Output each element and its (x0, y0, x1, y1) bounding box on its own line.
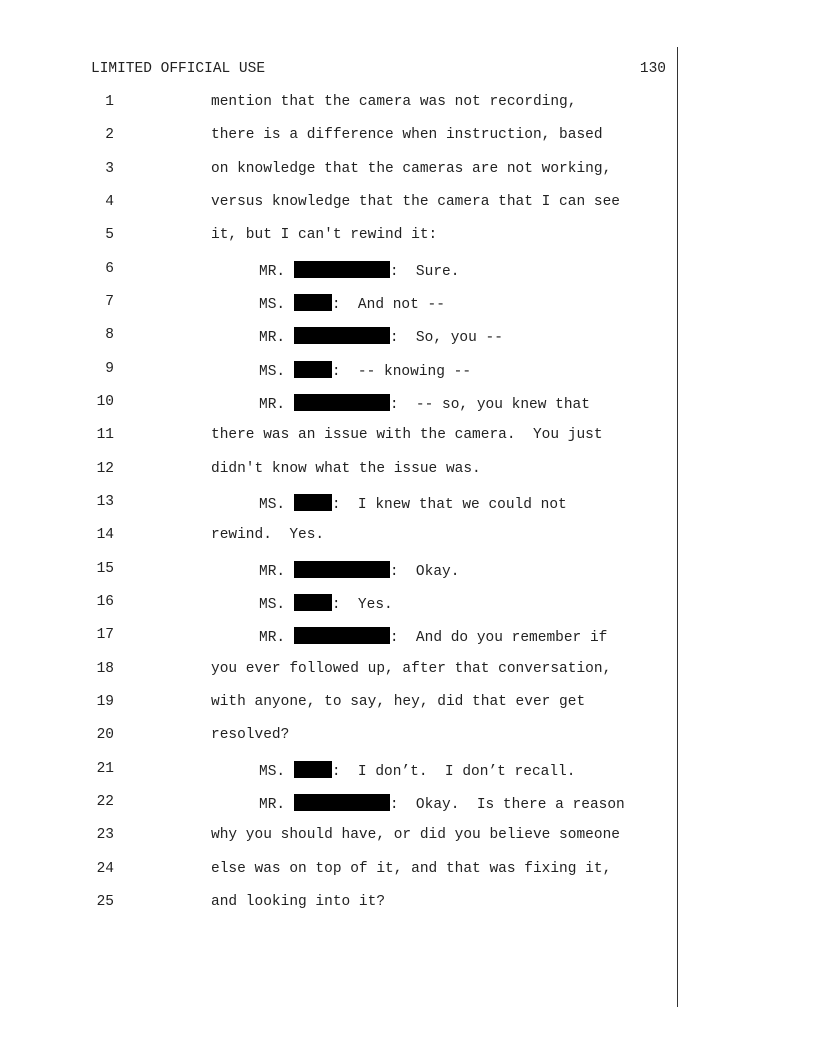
speaker-line: MS. : I don’t. I don’t recall. (259, 761, 575, 780)
transcript-line (0, 494, 677, 514)
speaker-title: MR. (259, 264, 286, 280)
line-number: 3 (105, 161, 114, 177)
line-number: 2 (105, 127, 114, 143)
transcript-line (0, 661, 677, 681)
speaker-title: MR. (259, 330, 286, 346)
speaker-line: MR. : Okay. (259, 561, 459, 580)
speaker-title: MR. (259, 564, 286, 580)
speech-text: I knew that we could not (357, 497, 567, 513)
line-number: 25 (96, 894, 114, 910)
speaker-title: MS. (259, 297, 286, 313)
redacted-name (294, 761, 332, 778)
transcript-line (0, 727, 677, 747)
line-text: there was an issue with the camera. You just (211, 427, 603, 443)
speaker-title: MR. (259, 630, 286, 646)
line-number: 8 (105, 327, 114, 343)
redacted-name (294, 794, 390, 811)
speaker-line: MR. : Sure. (259, 261, 459, 280)
transcript-line (0, 461, 677, 481)
redacted-name (294, 261, 390, 278)
transcript-line (0, 361, 677, 381)
line-number: 16 (96, 594, 114, 610)
line-text: on knowledge that the cameras are not working, (211, 161, 612, 177)
speaker-title: MR. (259, 797, 286, 813)
transcript-line (0, 227, 677, 247)
transcript-line (0, 127, 677, 147)
line-text: why you should have, or did you believe someone (211, 827, 620, 843)
speech-text: Sure. (415, 264, 460, 280)
line-number: 1 (105, 94, 114, 110)
line-number: 4 (105, 194, 114, 210)
redacted-name (294, 361, 332, 378)
page-number: 130 (639, 61, 666, 77)
transcript-line (0, 94, 677, 114)
transcript-line (0, 861, 677, 881)
line-text: there is a difference when instruction, based (211, 127, 603, 143)
speech-text: And not -- (357, 297, 445, 313)
transcript-line (0, 594, 677, 614)
speech-text: -- so, you knew that (415, 397, 590, 413)
speaker-title: MS. (259, 364, 286, 380)
line-number: 10 (96, 394, 114, 410)
redacted-name (294, 594, 332, 611)
redacted-name (294, 561, 390, 578)
transcript-line (0, 394, 677, 414)
line-number: 5 (105, 227, 114, 243)
transcript-line (0, 794, 677, 814)
line-number: 15 (96, 561, 114, 577)
transcript-line (0, 294, 677, 314)
line-text: with anyone, to say, hey, did that ever get (211, 694, 586, 710)
line-text: mention that the camera was not recording, (211, 94, 577, 110)
speaker-line: MR. : Okay. Is there a reason (259, 794, 625, 813)
line-number: 21 (96, 761, 114, 777)
speech-text: Yes. (357, 597, 393, 613)
speaker-line: MS. : I knew that we could not (259, 494, 567, 513)
speech-text: I don’t. I don’t recall. (357, 764, 576, 780)
transcript-line (0, 194, 677, 214)
transcript-line (0, 761, 677, 781)
redacted-name (294, 627, 390, 644)
line-number: 17 (96, 627, 114, 643)
transcript-line (0, 627, 677, 647)
transcript-line (0, 561, 677, 581)
redacted-name (294, 327, 390, 344)
speaker-line: MS. : -- knowing -- (259, 361, 471, 380)
line-number: 6 (105, 261, 114, 277)
speaker-line: MS. : Yes. (259, 594, 393, 613)
speech-text: So, you -- (415, 330, 503, 346)
redacted-name (294, 294, 332, 311)
line-number: 7 (105, 294, 114, 310)
line-text: versus knowledge that the camera that I can see (211, 194, 620, 210)
speaker-line: MR. : So, you -- (259, 327, 503, 346)
line-number: 11 (96, 427, 114, 443)
speaker-line: MR. : -- so, you knew that (259, 394, 590, 413)
line-number: 12 (96, 461, 114, 477)
line-number: 13 (96, 494, 114, 510)
speaker-line: MS. : And not -- (259, 294, 445, 313)
line-text: didn't know what the issue was. (211, 461, 481, 477)
line-text: and looking into it? (211, 894, 386, 910)
speech-text: Okay. (415, 564, 460, 580)
speaker-title: MS. (259, 497, 286, 513)
speaker-title: MS. (259, 764, 286, 780)
speech-text: -- knowing -- (357, 364, 472, 380)
redacted-name (294, 494, 332, 511)
right-margin-rule (677, 47, 678, 1007)
transcript-line (0, 261, 677, 281)
transcript-line (0, 427, 677, 447)
speech-text: And do you remember if (415, 630, 608, 646)
classification-header: LIMITED OFFICIAL USE (91, 61, 266, 77)
speech-text: Okay. Is there a reason (415, 797, 625, 813)
speaker-title: MR. (259, 397, 286, 413)
line-number: 20 (96, 727, 114, 743)
line-text: rewind. Yes. (211, 527, 325, 543)
line-number: 18 (96, 661, 114, 677)
line-number: 22 (96, 794, 114, 810)
line-text: resolved? (211, 727, 290, 743)
speaker-title: MS. (259, 597, 286, 613)
transcript-line (0, 161, 677, 181)
line-number: 9 (105, 361, 114, 377)
transcript-line (0, 527, 677, 547)
line-number: 24 (96, 861, 114, 877)
transcript-line (0, 694, 677, 714)
transcript-line (0, 827, 677, 847)
line-number: 23 (96, 827, 114, 843)
transcript-line (0, 894, 677, 914)
line-number: 14 (96, 527, 114, 543)
line-text: you ever followed up, after that conversation, (211, 661, 612, 677)
redacted-name (294, 394, 390, 411)
speaker-line: MR. : And do you remember if (259, 627, 607, 646)
transcript-line (0, 327, 677, 347)
line-text: it, but I can't rewind it: (211, 227, 438, 243)
line-text: else was on top of it, and that was fixing it, (211, 861, 612, 877)
line-number: 19 (96, 694, 114, 710)
